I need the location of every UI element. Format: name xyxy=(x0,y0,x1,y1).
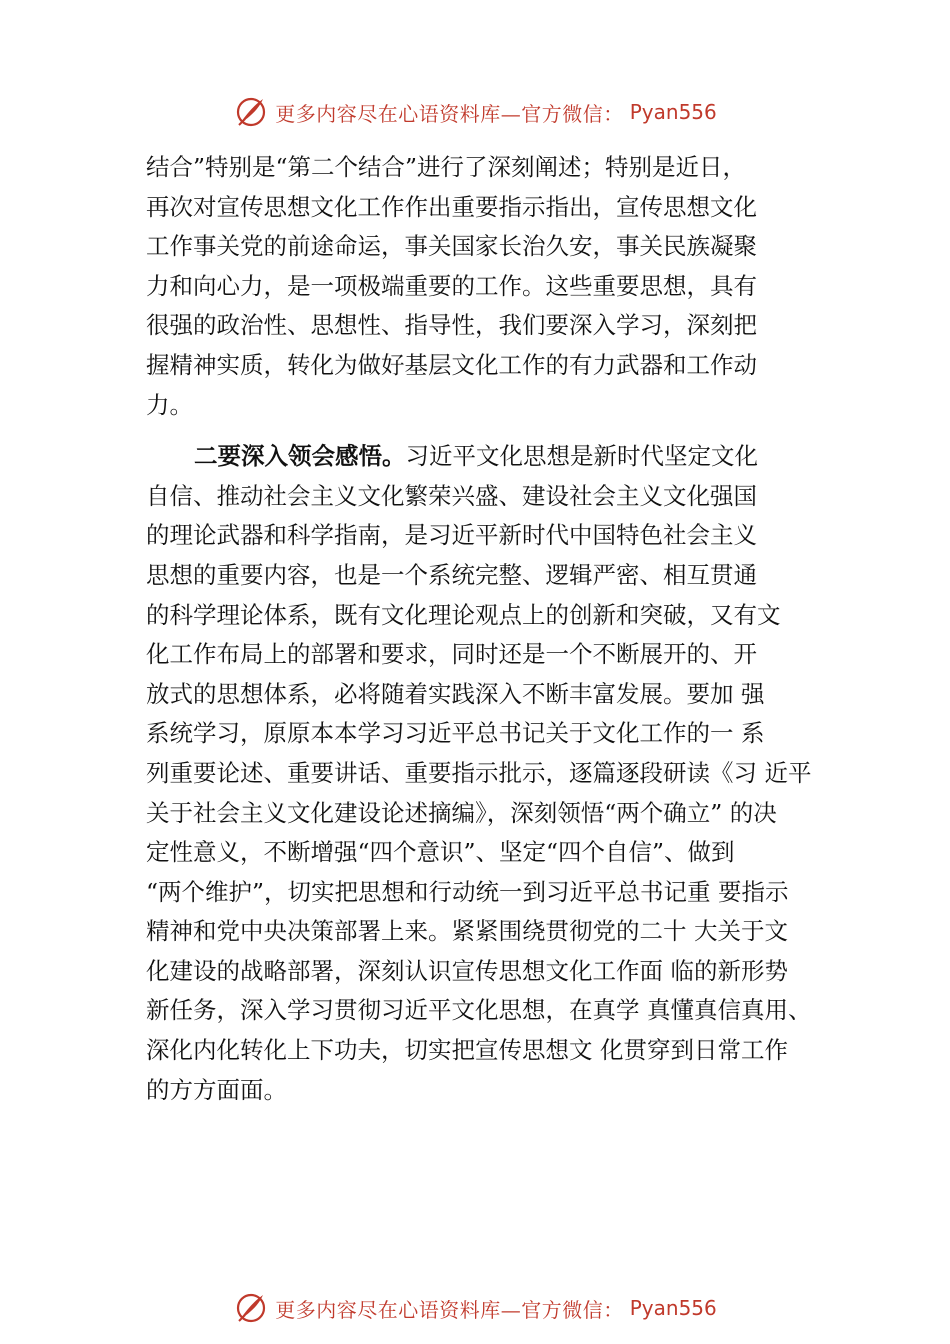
text-line: 化工作布局上的部署和要求，同时还是一个不断展开的、开 xyxy=(146,640,757,669)
text-line: 新任务，深入学习贯彻习近平文化思想，在真学 真懂真信真用、 xyxy=(146,996,812,1025)
footer-watermark-banner xyxy=(0,1290,950,1326)
banner-text: 更多内容尽在心语资料库—官方微信： xyxy=(275,1297,624,1322)
text-line: 的科学理论体系，既有文化理论观点上的创新和突破，又有文 xyxy=(146,600,781,629)
text-line: 自信、推动社会主义文化繁荣兴盛、建设社会主义文化强国 xyxy=(146,481,757,510)
text-line xyxy=(146,437,836,477)
paragraph-heading: 二要深入领会感悟。 xyxy=(194,442,406,471)
text-line: 握精神实质，转化为做好基层文化工作的有力武器和工作动 xyxy=(146,350,757,379)
text-line: 的方方面面。 xyxy=(146,1075,287,1104)
header-watermark-banner xyxy=(0,94,950,130)
text-line: 的理论武器和科学指南，是习近平新时代中国特色社会主义 xyxy=(146,521,757,550)
text-line: 化建设的战略部署，深刻认识宣传思想文化工作面 临的新形势 xyxy=(146,956,788,985)
banner-wechat-id: Pyan556 xyxy=(629,100,717,124)
text-line: 力和向心力，是一项极端重要的工作。这些重要思想，具有 xyxy=(146,271,757,300)
text-line: “两个维护”，切实把思想和行动统一到习近平总书记重 要指示 xyxy=(146,877,789,906)
text-line: 思想的重要内容，也是一个系统完整、逻辑严密、相互贯通 xyxy=(146,560,757,589)
banner-wechat-id: Pyan556 xyxy=(629,1296,717,1320)
text-line: 力。 xyxy=(146,390,193,419)
text-line: 列重要论述、重要讲话、重要指示批示，逐篇逐段研读《习 近平 xyxy=(146,758,812,787)
document-body xyxy=(146,148,836,1110)
text-line: 精神和党中央决策部署上来。紧紧围绕贯彻党的二十 大关于文 xyxy=(146,917,788,946)
text-line: 再次对宣传思想文化工作作出重要指示指出，宣传思想文化 xyxy=(146,192,757,221)
heading-line-rest: 习近平文化思想是新时代坚定文化 xyxy=(405,442,758,471)
text-line: 关于社会主义文化建设论述摘编》，深刻领悟“两个确立” 的决 xyxy=(146,798,777,827)
quill-logo-icon xyxy=(233,1290,269,1326)
paragraph-1 xyxy=(146,148,836,425)
text-line: 很强的政治性、思想性、指导性，我们要深入学习，深刻把 xyxy=(146,311,757,340)
paragraph-2 xyxy=(146,437,836,1110)
text-line: 放式的思想体系，必将随着实践深入不断丰富发展。要加 强 xyxy=(146,679,765,708)
text-line: 深化内化转化上下功夫，切实把宣传思想文 化贯穿到日常工作 xyxy=(146,1036,788,1065)
text-line: 定性意义，不断增强“四个意识”、坚定“四个自信”、做到 xyxy=(146,838,735,867)
quill-logo-icon xyxy=(233,94,269,130)
text-line: 系统学习，原原本本学习习近平总书记关于文化工作的一 系 xyxy=(146,719,765,748)
text-line: 结合”特别是“第二个结合”进行了深刻阐述；特别是近日， xyxy=(146,153,747,181)
banner-text: 更多内容尽在心语资料库—官方微信： xyxy=(275,101,624,126)
text-line: 工作事关党的前途命运，事关国家长治久安，事关民族凝聚 xyxy=(146,232,757,261)
